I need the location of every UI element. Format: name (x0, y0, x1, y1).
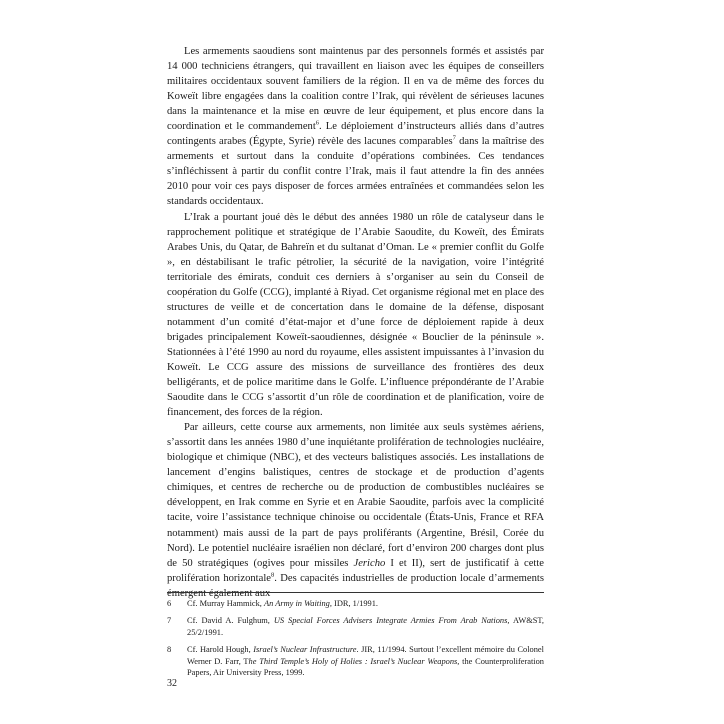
footnote-reference: 8 (270, 571, 275, 579)
footnote-number: 6 (167, 599, 172, 608)
italic-text: An Army in Waiting (264, 599, 330, 608)
text-run: . JIR, 11/1994. Surtout l’excellent mémoire du Colonel Werner D. Farr, T (187, 645, 544, 666)
footnote-number: 7 (167, 616, 172, 626)
text-run: , AW&ST, 25/2/1991. (187, 616, 544, 637)
text-run: Par ailleurs, cette course aux armements, non limitée aux seuls systèmes aériens, s’assortit dans les années 1980 d’une inquiétante prolifération de technologies nucléaire, biologique et chimique (NBC), et des vecteurs balistiques associés. Les installations de lancement d’engins balistiques, centres de stockage et de production d’agents chimiques, et centres de recherche ou de production de combustibles nucléaires se développent, en Irak comme en Syrie et en Arabie Saoudite, parfois avec la complicité tacite, voire l’assistance technique chinoise ou occidentale (États-Unis, France et RFA notamment) mais aussi de la part de pays proliférants (Argentine, Brésil, Corée du Nord). Le potentiel nucléaire israélien non déclaré, fort d’environ 200 charges dont plus de 50 stratégiques (ogives pour missiles (167, 422, 544, 569)
footnote (167, 615, 544, 638)
text-run: , IDR, 1/1991. (329, 599, 378, 608)
italic-text: US Special Forces Advisers Integrate Armies From Arab Nations (273, 616, 508, 626)
text-run: . Des capacités industrielles de production locale d’armements émergent également aux (167, 572, 544, 599)
text-run: the Counterproliferation Papers, Air University Press, 1999. (187, 656, 544, 678)
text-run: . Le déploiement d’instructeurs alliés dans d’autres contingents arabes (Égypte, Syrie) révèle des lacunes comparables (167, 121, 544, 148)
footnote-text (187, 615, 544, 638)
paragraph (167, 44, 544, 210)
text-run: Les armements saoudiens sont maintenus par des personnels formés et assistés par 14 000 techniciens étrangers, qui travaillent en liaison avec les équipes de conseillers militaires occidentaux souvent familiers de la région. Il en va de même des forces du Koweït libre engagées dans la coalition contre l’Irak, qui révèlent de sérieuses lacunes dans la maintenance et la mise en œuvre de leur équipement, et plus encore dans la coordination et le commandement (167, 46, 544, 133)
italic-text: Jericho (353, 557, 386, 569)
footnote-reference: 7 (452, 134, 456, 142)
text-run: I et II), sert de justificatif à cette prolifération horizontale (167, 557, 544, 584)
footnote-number: 8 (167, 645, 172, 655)
body-text (167, 44, 544, 601)
italic-text: he Third Temple’s Holy of Holies : Israel’s Nuclear Weapons, (248, 656, 460, 666)
text-run: Cf. David A. Fulghum, (187, 616, 274, 626)
footnote (167, 598, 544, 609)
footnote-text (187, 644, 544, 678)
footnote-text (187, 598, 544, 609)
italic-text: Israel’s Nuclear Infrastructure (253, 645, 357, 655)
text-run: L’Irak a pourtant joué dès le début des années 1980 un rôle de catalyseur dans le rapprochement politique et stratégique de l’Arabie Saoudite, du Koweït, des Émirats Arabes Unis, du Qatar, de Bahreïn et du sultanat d’Oman. Le « premier conflit du Golfe », en déstabilisant le trafic pétrolier, la sécurité de la navigation, voire l’intégrité territoriale des émirats, conduit ces derniers à s’organiser au sein du Conseil de coopération du Golfe (CCG), implanté à Riyad. Cet organisme régional met en place des structures de veille et de concertation dans le domaine de la défense, disposant notamment d’un comité d’état-major et d’une force de déploiement rapide à deux brigades principalement Koweït-saoudiennes, désignée « Bouclier de la péninsule ». Stationnées à l’été 1990 au nord du royaume, elles assistent impuissantes à l’invasion du Koweït. Le CCG assure des missions de surveillance des frontières des deux belligérants, et de police maritime dans le Golfe. L’influence prépondérante de l’Arabie Saoudite dans le CCG s’assortit d’un rôle de coordination et de planification, voire de financement, des forces de la région. (167, 211, 544, 419)
paragraph (167, 210, 544, 421)
text-run: Cf. Harold Hough, (187, 645, 254, 655)
footnotes (167, 598, 544, 684)
footnote (167, 644, 544, 678)
footnote-reference: 6 (315, 119, 320, 127)
paragraph (167, 420, 544, 601)
text-run: Cf. Murray Hammick, (187, 599, 264, 608)
footnote-separator (167, 592, 544, 593)
text-run: dans la maîtrise des armements et surtout dans la conduite d’opérations combinées. Ces tendances s’infléchissent à partir du conflit contre l’Irak, mais il faut attendre la fin des années 2010 pour voir ces pays disposer de forces armées entraînées et commandées selon les standards occidentaux. (167, 136, 544, 208)
page-number: 32 (167, 678, 177, 689)
